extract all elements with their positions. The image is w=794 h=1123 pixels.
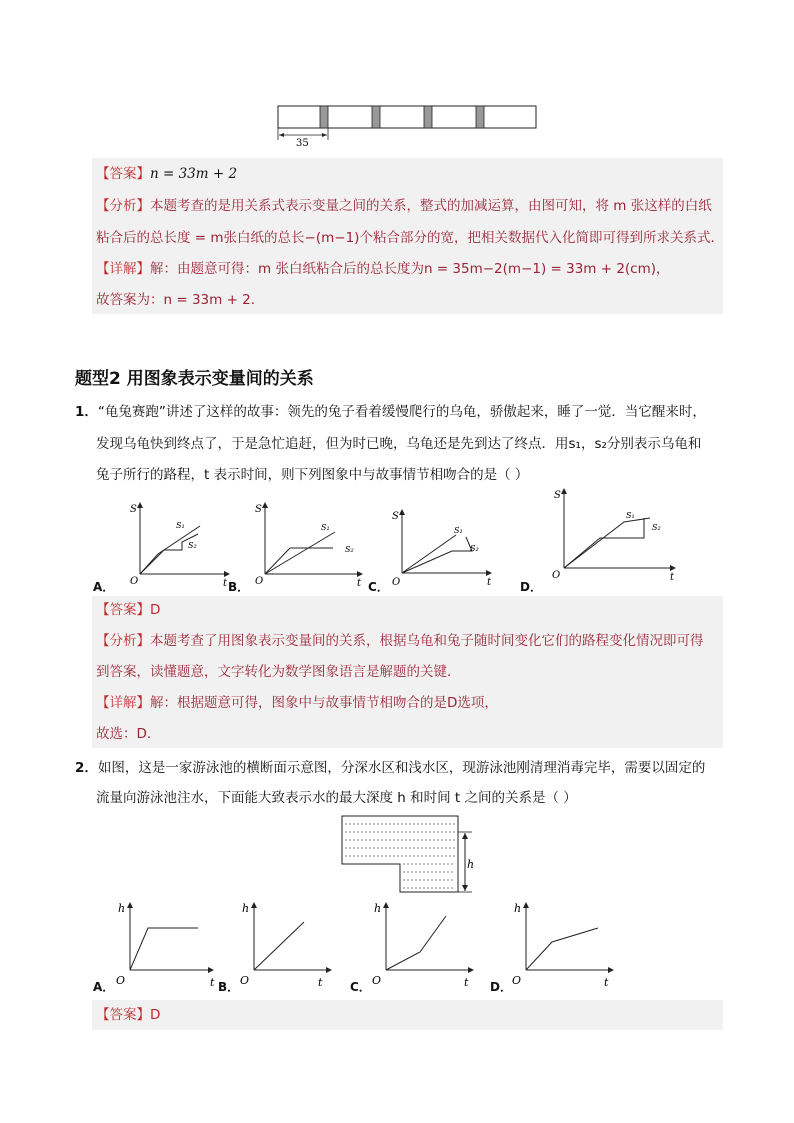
svg-text:O: O [116,974,126,987]
svg-text:O: O [552,570,561,581]
svg-text:S₂: S₂ [470,544,479,553]
q1-analysis-2: 到答案，读懂题意，文字转化为数学图象语言是解题的关键． [96,664,461,680]
svg-text:h: h [118,902,126,915]
q2-graph-a [112,896,220,988]
detail-line-1a: 【详解】解：由题意可得：m 张白纸粘合后的总长度为n = 35m−2(m−1) = 33m + 2(cm)， [96,261,670,277]
analysis-line-1b: 粘合后的总长度 = m张白纸的总长−(m−1)个粘合部分的宽，把相关数据代入化简即可得到所求关系式. [96,230,715,246]
q1-option-d[interactable]: D． [520,580,542,594]
detail-line-1b: 故答案为：n = 33m + 2. [96,292,256,308]
q1-line-2: 发现乌龟快到终点了，于是急忙追赶，但为时已晚，乌龟还是先到达了终点．用s₁，s₂分别表示乌龟和 [96,436,702,452]
answer-line-1: 【答案】n = 33m + 2 [96,166,238,182]
solution-box-q2 [92,1000,723,1030]
strip-width-label: 35 [296,138,309,149]
svg-text:t: t [357,578,362,588]
svg-text:S₁: S₁ [176,521,185,530]
q2-line-1: 2．如图，这是一家游泳池的横断面示意图，分深水区和浅水区，现游泳池刚清理消毒完毕，需要以固定的 [75,760,706,776]
svg-text:S₂: S₂ [345,545,354,554]
q2-graph-d [508,896,620,988]
q1-line-3: 兔子所行的路程，t 表示时间，则下列图象中与故事情节相吻合的是（ ） [96,467,529,483]
svg-text:S₂: S₂ [652,523,661,532]
svg-text:O: O [372,974,382,987]
svg-text:h: h [467,858,475,871]
q1-graph-d [540,482,685,587]
svg-text:h: h [514,902,522,915]
q1-graph-c [382,505,497,590]
q2-option-d[interactable]: D． [490,980,512,994]
q1-line-1: 1．“龟兔赛跑”讲述了这样的故事：领先的兔子看着缓慢爬行的乌龟，骄傲起来，睡了一觉．当它醒来时， [75,404,706,420]
svg-text:O: O [392,577,401,588]
svg-text:O: O [130,576,139,587]
q2-option-b[interactable]: B． [218,980,240,994]
q1-detail-1: 【详解】解：根据题意可得，图象中与故事情节相吻合的是D选项， [96,695,498,711]
svg-text:t: t [223,578,228,588]
q1-answer: 【答案】D [96,602,161,618]
q2-line-2: 流量向游泳池注水，下面能大致表示水的最大深度 h 和时间 t 之间的关系是（ ） [96,790,577,806]
svg-text:O: O [255,576,264,587]
svg-text:t: t [604,976,609,988]
svg-text:S: S [255,504,262,515]
q1-detail-2: 故选：D． [96,726,161,742]
q2-graph-c [368,896,480,988]
svg-text:S₁: S₁ [626,511,635,520]
svg-text:S: S [130,504,137,515]
svg-text:t: t [318,976,323,988]
q1-option-b[interactable]: B． [228,580,250,594]
svg-text:S: S [554,490,561,501]
svg-text:t: t [210,976,215,988]
paper-strip-figure [270,100,545,150]
svg-text:S₁: S₁ [454,526,463,535]
svg-text:t: t [670,572,675,583]
q1-option-c[interactable]: C． [368,580,389,594]
q1-graph-a [120,498,235,588]
q2-option-c[interactable]: C． [350,980,371,994]
svg-text:h: h [374,902,382,915]
q2-graph-b [238,896,338,988]
section-heading: 题型2 用图象表示变量间的关系 [75,369,314,389]
q2-answer: 【答案】D [96,1007,161,1023]
analysis-line-1a: 【分析】本题考查的是用关系式表示变量之间的关系，整式的加减运算，由图可知，将 m 张这样的白纸 [96,198,712,214]
svg-text:S₁: S₁ [321,523,330,532]
q2-option-a[interactable]: A． [93,980,115,994]
svg-text:S₂: S₂ [188,541,197,550]
svg-text:S: S [392,511,399,522]
svg-text:t: t [464,976,469,988]
q1-graph-b [245,498,370,588]
svg-text:t: t [487,577,492,588]
pool-cross-section [338,812,478,898]
svg-text:h: h [242,902,250,915]
svg-text:O: O [512,974,522,987]
q1-analysis-1: 【分析】本题考查了用图象表示变量间的关系，根据乌龟和兔子随时间变化它们的路程变化情况即可得 [96,633,704,649]
q1-option-a[interactable]: A． [93,580,115,594]
svg-text:O: O [240,974,250,987]
